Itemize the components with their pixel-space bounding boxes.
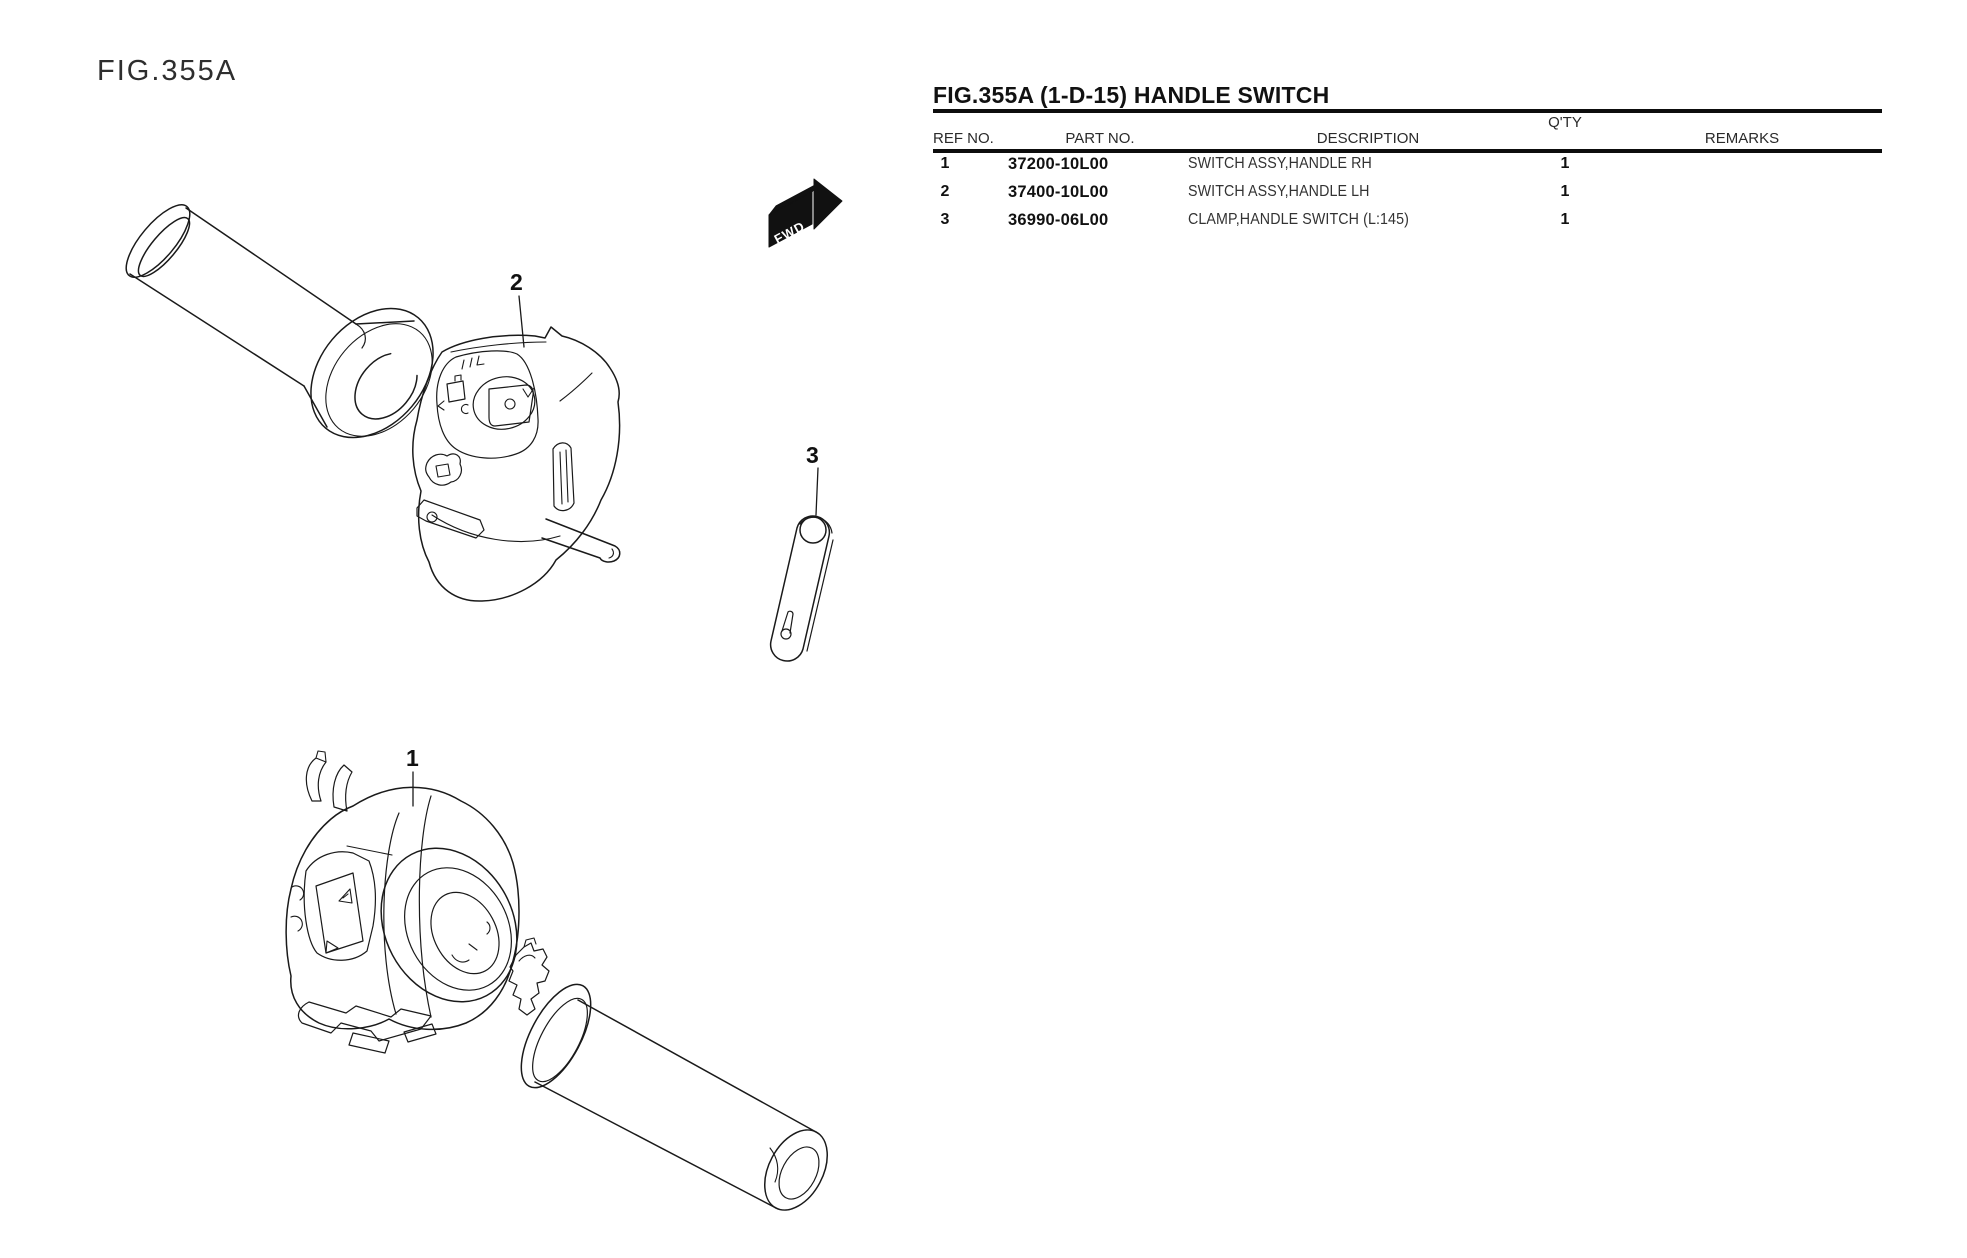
part-no-value: 37400-10L00 [1008, 183, 1109, 201]
part-no-value: 37200-10L00 [1008, 155, 1109, 173]
ref-no-value: 2 [940, 183, 950, 200]
callout-2: 2 [510, 269, 523, 295]
qty-value: 1 [1560, 211, 1570, 228]
column-header-part-no: PART NO. [1065, 130, 1135, 147]
callout-1: 1 [406, 745, 419, 771]
ref-no-value: 3 [940, 211, 950, 228]
fwd-arrow-label: FWD [771, 218, 808, 247]
parts-table-title: FIG.355A (1-D-15) HANDLE SWITCH [933, 82, 1330, 108]
qty-value: 1 [1560, 183, 1570, 200]
description-value: SWITCH ASSY,HANDLE RH [1188, 155, 1372, 172]
fwd-direction-arrow [769, 179, 842, 247]
lh-switch-assembly-drawing [116, 196, 620, 601]
description-value: CLAMP,HANDLE SWITCH (L:145) [1188, 211, 1409, 228]
column-header-ref-no: REF NO. [933, 130, 994, 147]
ref-no-value: 1 [940, 155, 950, 172]
column-header-remarks: REMARKS [1704, 130, 1780, 147]
callouts [406, 269, 819, 806]
part-no-value: 36990-06L00 [1008, 211, 1109, 229]
qty-value: 1 [1560, 155, 1570, 172]
clamp-drawing [771, 516, 833, 661]
column-header-qty: Q'TY [1548, 114, 1582, 131]
description-value: SWITCH ASSY,HANDLE LH [1188, 183, 1370, 200]
rh-switch-assembly-drawing [286, 751, 840, 1221]
figure-number-label: FIG.355A [97, 55, 238, 87]
column-header-description: DESCRIPTION [1316, 130, 1420, 147]
callout-3: 3 [806, 442, 819, 468]
